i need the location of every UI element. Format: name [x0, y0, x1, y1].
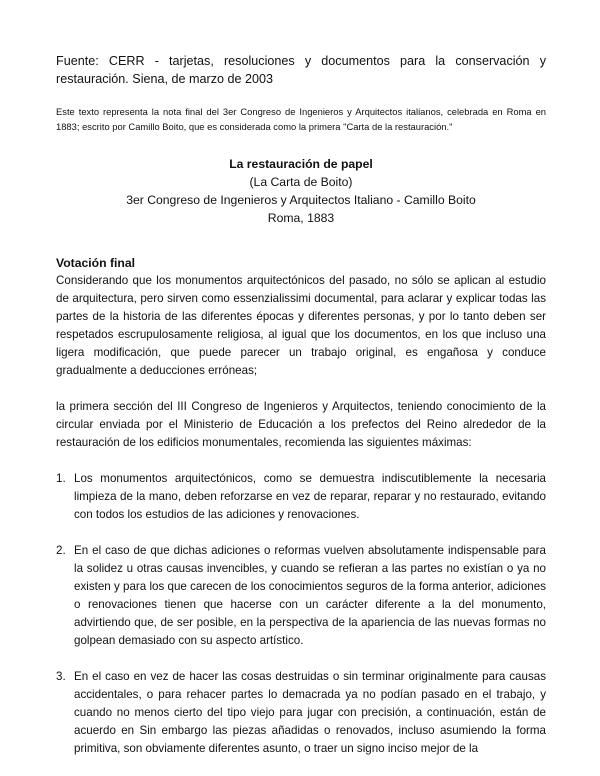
maxims-list	[56, 470, 546, 758]
title-block	[56, 155, 546, 227]
list-item	[56, 542, 546, 650]
list-item-number: 1.	[56, 472, 66, 485]
paragraph-primera-seccion: la primera sección del III Congreso de Ingenieros y Arquitectos, teniendo conocimiento de la circular enviada por el Ministerio de Educación a los prefectos del Reino alrededor de la restauración de los edificios monumentales, recomienda las siguientes máximas:	[56, 400, 546, 449]
congress-line: 3er Congreso de Ingenieros y Arquitectos Italiano - Camillo Boito	[126, 193, 476, 207]
list-item-number: 3.	[56, 670, 66, 683]
place-date: Roma, 1883	[267, 211, 335, 225]
list-item	[56, 668, 546, 758]
document-title: La restauración de papel	[229, 157, 373, 171]
list-item-number: 2.	[56, 544, 66, 557]
source-line: Fuente: CERR - tarjetas, resoluciones y documentos para la conservación y restauración. Siena, de marzo de 2003	[56, 54, 546, 86]
document-page	[56, 52, 546, 776]
document-subtitle: (La Carta de Boito)	[249, 175, 353, 189]
paragraph-considerando: Considerando que los monumentos arquitectónicos del pasado, no sólo se aplican al estudio de arquitectura, pero sirven como essenzialissimi documental, para aclarar y explicar todas las partes de la historia de las diferentes épocas y diferentes personas, y por lo tanto deben ser respetados escrupulosamente religiosa, al igual que los documentos, en los que incluso una ligera modificación, que puede parecer un trabajo original, es engañosa y conduce gradualmente a deducciones erróneas;	[56, 274, 546, 377]
section-heading: Votación final	[56, 256, 135, 270]
list-item	[56, 470, 546, 524]
list-item-text: En el caso en vez de hacer las cosas destruidas o sin terminar originalmente para causas accidentales, o para rehacer partes lo demacrada ya no podían pasado en el trabajo, y cuando no menos cierto del tipo viejo para jugar con precisión, a continuación, están de acuerdo en Sin embargo las piezas añadidas o renovados, incluso asumiendo la forma primitiva, son obviamente diferentes asunto, o traer un signo inciso mejor de la	[74, 670, 546, 755]
list-item-text: Los monumentos arquitectónicos, como se demuestra indiscutiblemente la necesaria limpieza de la mano, deben reforzarse en vez de reparar, reparar y no restaurado, evitando con todos los estudios de las adiciones y renovaciones.	[74, 472, 546, 521]
intro-note: Este texto representa la nota final del 3er Congreso de Ingenieros y Arquitectos italianos, celebrada en Roma en 1883; escrito por Camillo Boito, que es considerada como la primera "Carta de la restauración."	[56, 106, 546, 132]
list-item-text: En el caso de que dichas adiciones o reformas vuelven absolutamente indispensable para la solidez u otras causas invencibles, y cuando se refieran a las partes no existían o ya no existen y para los que carecen de los conocimientos seguros de la forma anterior, adiciones o renovaciones tienen que hacerse con un carácter diferente a la del monumento, advirtiendo que, de ser posible, en la perspectiva de la apariencia de las nuevas formas no golpean demasiado con su aspecto artístico.	[74, 544, 546, 647]
